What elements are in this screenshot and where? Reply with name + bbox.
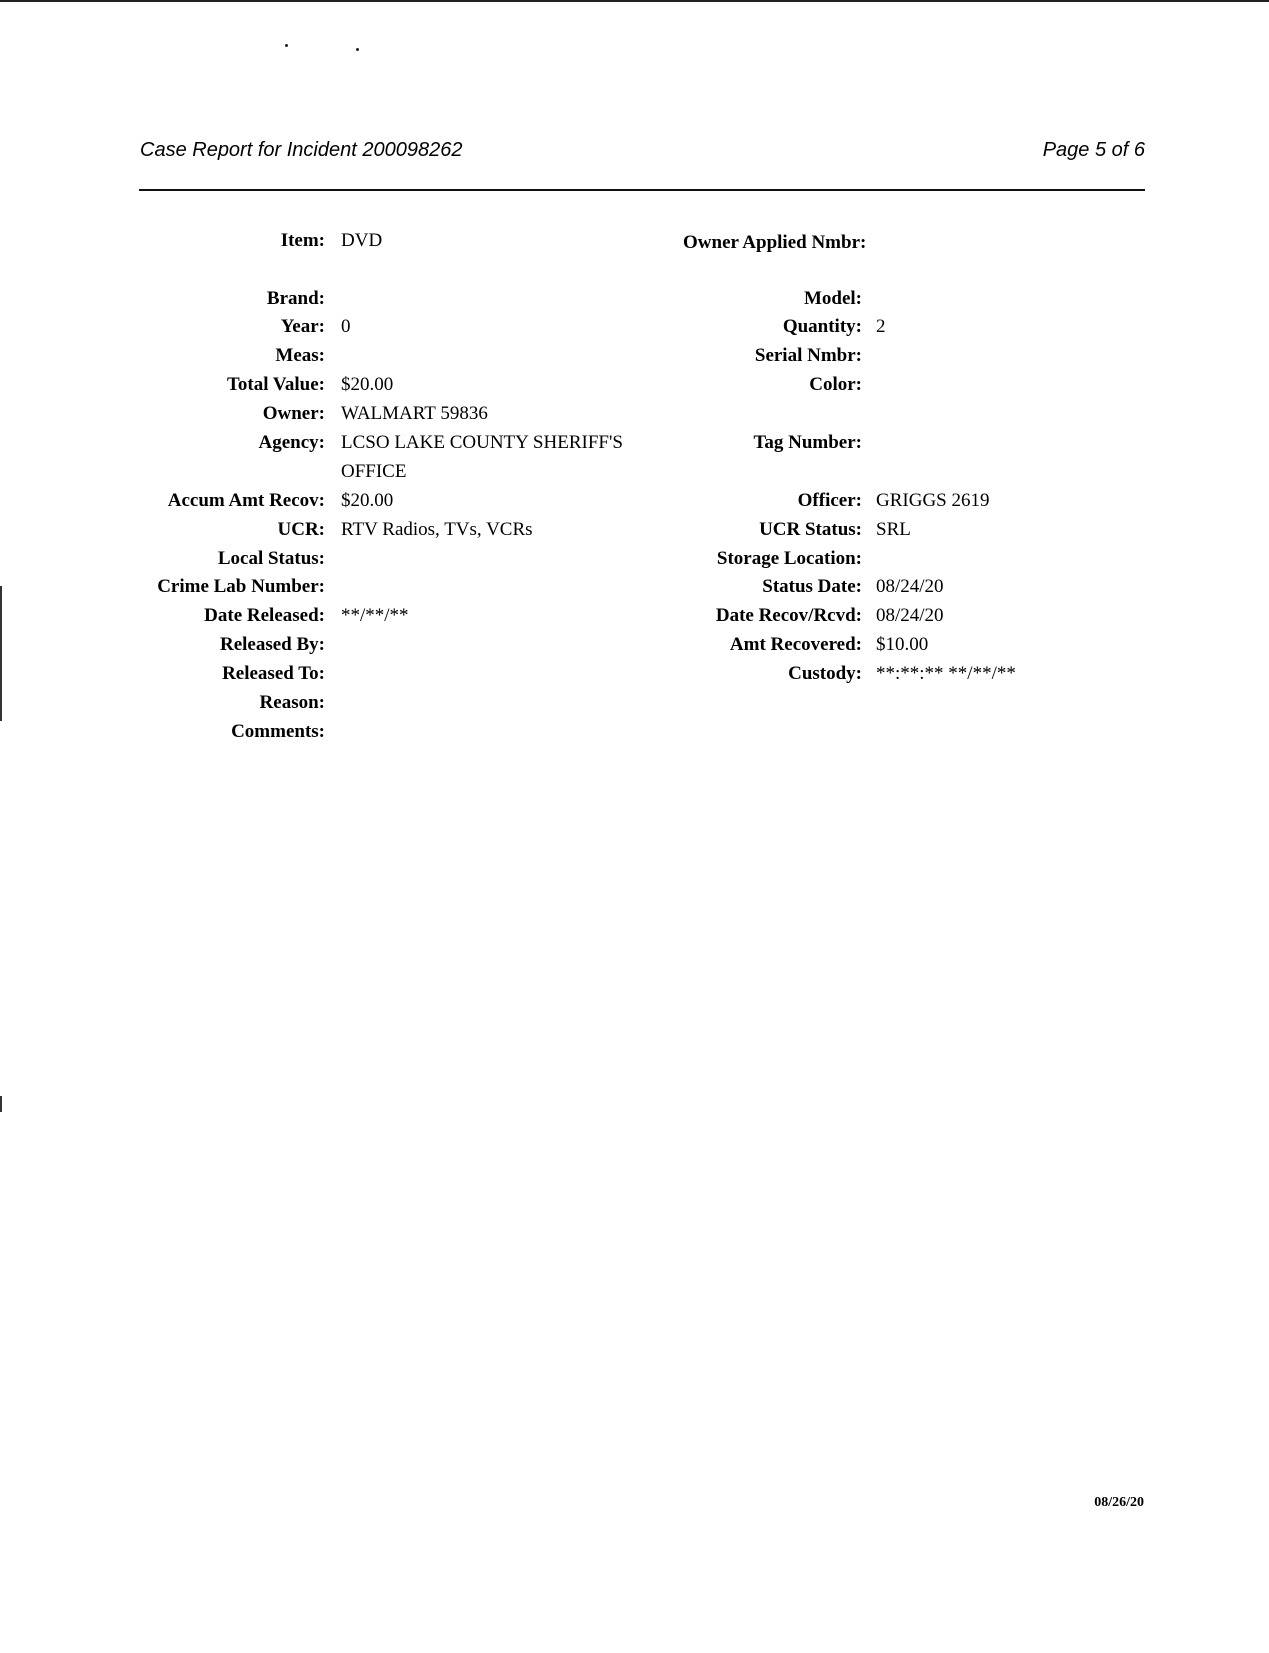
local-status-label: Local Status: [217,548,325,569]
agency-value-line2: OFFICE [341,461,407,482]
quantity-label: Quantity: [782,316,862,337]
accum-amt-recov-value: $20.00 [341,490,394,511]
date-recov-rcvd-label: Date Recov/Rcvd: [715,605,862,626]
scan-speck [356,48,359,51]
scan-edge-mark [0,586,2,721]
custody-value: **:**:** **/**/** [876,663,1016,684]
page-top-edge [0,0,1269,2]
ucr-label: UCR: [277,519,325,540]
item-label: Item: [280,230,325,251]
brand-label: Brand: [266,288,325,309]
scan-speck [285,44,288,47]
page-number: Page 5 of 6 [1042,139,1145,161]
comments-label: Comments: [231,721,325,742]
ucr-value: RTV Radios, TVs, VCRs [341,519,533,540]
status-date-label: Status Date: [762,576,862,597]
quantity-value: 2 [876,316,886,337]
meas-label: Meas: [275,345,325,366]
amt-recovered-value: $10.00 [876,634,929,655]
header-divider [139,189,1145,191]
color-label: Color: [809,374,862,395]
amt-recovered-label: Amt Recovered: [729,634,862,655]
crime-lab-number-label: Crime Lab Number: [157,576,325,597]
total-value-value: $20.00 [341,374,394,395]
date-released-value: **/**/** [341,605,409,626]
item-value: DVD [341,230,383,251]
storage-location-label: Storage Location: [716,548,862,569]
reason-label: Reason: [259,692,325,713]
date-recov-rcvd-value: 08/24/20 [876,605,944,626]
owner-value: WALMART 59836 [341,403,488,424]
officer-value: GRIGGS 2619 [876,490,990,511]
released-to-label: Released To: [222,663,325,684]
owner-applied-nmbr-label: Owner Applied Nmbr: [683,232,867,253]
status-date-value: 08/24/20 [876,576,944,597]
scan-edge-mark [0,1096,2,1112]
agency-label: Agency: [258,432,325,453]
owner-label: Owner: [262,403,325,424]
serial-nmbr-label: Serial Nmbr: [754,345,862,366]
custody-label: Custody: [788,663,862,684]
year-value: 0 [341,316,351,337]
ucr-status-value: SRL [876,519,911,540]
total-value-label: Total Value: [226,374,325,395]
model-label: Model: [803,288,862,309]
tag-number-label: Tag Number: [753,432,862,453]
officer-label: Officer: [797,490,862,511]
report-title: Case Report for Incident 200098262 [140,139,463,161]
ucr-status-label: UCR Status: [759,519,862,540]
footer-print-date: 08/26/20 [1094,1495,1144,1510]
year-label: Year: [280,316,325,337]
date-released-label: Date Released: [204,605,325,626]
accum-amt-recov-label: Accum Amt Recov: [167,490,325,511]
agency-value-line1: LCSO LAKE COUNTY SHERIFF'S [341,432,623,453]
released-by-label: Released By: [219,634,325,655]
